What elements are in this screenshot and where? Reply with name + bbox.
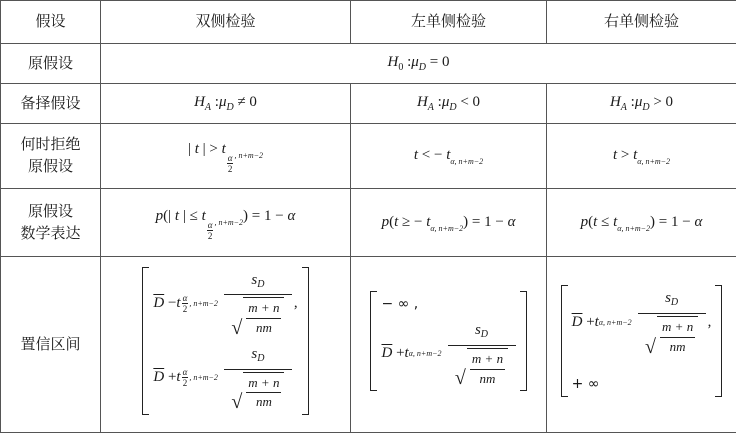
left-bracket bbox=[142, 267, 149, 415]
row-alternative-hypothesis bbox=[1, 84, 736, 124]
probability-right: $p(t \le t_{\alpha, n+m-2}) = 1 - \alpha$ bbox=[547, 189, 736, 257]
probability-left: p(t ≥ − $t_{\alpha, n+m-2}) = 1 - \alpha$ bbox=[351, 189, 547, 257]
right-bracket bbox=[302, 267, 309, 415]
ci-lower-bound: $\overline{D}$ + t α, n+m−2 $s_D$ √ m + n nm , bbox=[572, 285, 712, 359]
ci-upper-bound: $\overline{D}$ + t α 2 , n+m−2 $s_D$ √ m + n nm bbox=[153, 341, 297, 415]
left-bracket bbox=[561, 285, 568, 396]
confidence-interval-right bbox=[547, 257, 736, 433]
rejection-left: t < − $t_{\alpha, n+m-2}$ bbox=[351, 124, 547, 189]
ci-lower-bound: − ∞ , bbox=[381, 291, 515, 317]
row-confidence-interval bbox=[1, 257, 736, 433]
right-bracket bbox=[520, 291, 527, 391]
label-confidence-interval: 置信区间 bbox=[1, 257, 101, 433]
ci-upper-bound: + ∞ bbox=[572, 360, 712, 397]
header-hypothesis: 假设 bbox=[1, 1, 101, 44]
alt-hypothesis-left: $H_A$ $:\mu_D < 0$ bbox=[351, 84, 547, 124]
confidence-interval-two-sided bbox=[101, 257, 351, 433]
ci-lower-bound: $\overline{D}$ − t α 2 , n+m−2 $s_D$ √ m + n nm , bbox=[153, 267, 297, 341]
null-hypothesis-formula: $H_0$ $:\mu_D = 0$ bbox=[101, 44, 736, 84]
label-null-hypothesis: 原假设 bbox=[1, 44, 101, 84]
left-bracket bbox=[370, 291, 377, 391]
ci-upper-bound: $\overline{D}$ + t α, n+m−2 $s_D$ √ m + n nm bbox=[381, 317, 515, 391]
row-null-hypothesis bbox=[1, 44, 736, 84]
label-probability-expression: 原假设 数学表达 bbox=[1, 189, 101, 257]
row-rejection-rule bbox=[1, 124, 736, 189]
probability-two-sided: p(| t | ≤ t $\frac{\alpha}{2}$ $_{, n+m-2}$) = 1 − α bbox=[101, 189, 351, 257]
header-two-sided-test: 双侧检验 bbox=[101, 1, 351, 44]
confidence-interval-left bbox=[351, 257, 547, 433]
alt-hypothesis-right: $H_A$ $:\mu_D > 0$ bbox=[547, 84, 736, 124]
header-row bbox=[1, 1, 736, 44]
rejection-right: $t > t_{\alpha, n+m-2}$ bbox=[547, 124, 736, 189]
header-right-one-sided-test: 右单侧检验 bbox=[547, 1, 736, 44]
right-bracket bbox=[715, 285, 722, 396]
header-left-one-sided-test: 左单侧检验 bbox=[351, 1, 547, 44]
label-rejection-rule: 何时拒绝 原假设 bbox=[1, 124, 101, 189]
rejection-two-sided: | t | > t $\frac{\alpha}{2}$ $_{, n+m-2}$ bbox=[101, 124, 351, 189]
label-alternative-hypothesis: 备择假设 bbox=[1, 84, 101, 124]
alt-hypothesis-two-sided: $H_A$ $:\mu_D \ne 0$ bbox=[101, 84, 351, 124]
row-probability-expression bbox=[1, 189, 736, 257]
